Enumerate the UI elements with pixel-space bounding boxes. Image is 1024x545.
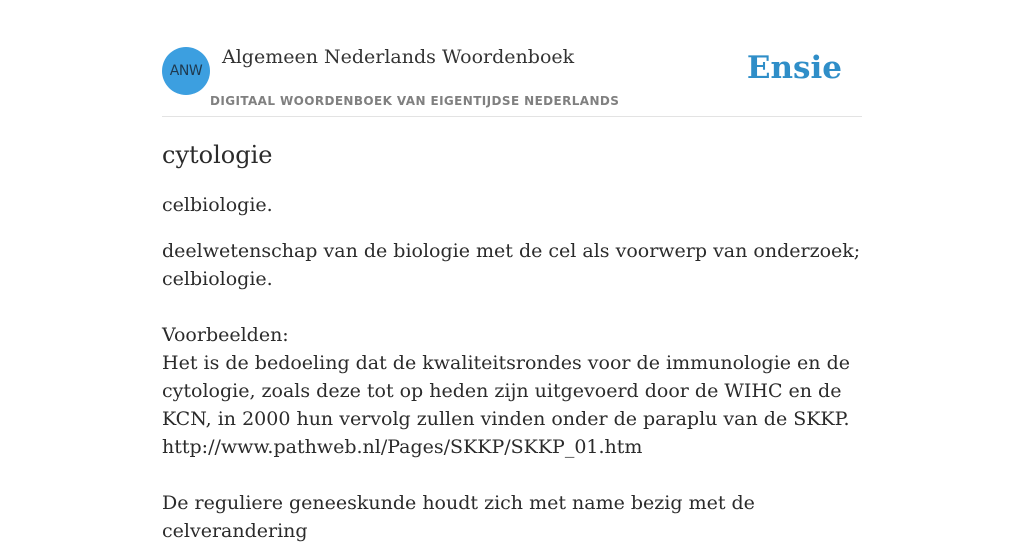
entry-title: cytologie <box>162 141 273 169</box>
example-text: Het is de bedoeling dat de kwaliteitsrondes voor de immunologie en de cytologie, zoals deze tot op heden zijn uitgevoerd door de WIHC en de KCN, in 2000 hun vervolg zullen vinden onder de paraplu van de SKKP. <box>162 352 850 430</box>
examples-label: Voorbeelden: <box>162 324 289 346</box>
example-item <box>162 349 862 461</box>
short-definition: celbiologie. <box>162 194 273 216</box>
long-definition: deelwetenschap van de biologie met de cel als voorwerp van onderzoek; celbiologie. <box>162 240 861 290</box>
anw-logo[interactable]: ANW <box>162 47 210 95</box>
example-text: De reguliere geneeskunde houdt zich met name bezig met de celverandering <box>162 492 755 542</box>
page <box>162 0 862 545</box>
example-source-link[interactable]: http://www.pathweb.nl/Pages/SKKP/SKKP_01.htm <box>162 436 643 458</box>
site-title[interactable]: Algemeen Nederlands Woordenboek <box>222 46 575 68</box>
ensie-brand-logo[interactable]: Ensie <box>746 50 842 86</box>
site-header <box>162 0 862 117</box>
site-subtitle: DIGITAAL WOORDENBOEK VAN EIGENTIJDSE NEDERLANDS <box>210 94 620 108</box>
example-item <box>162 489 862 545</box>
